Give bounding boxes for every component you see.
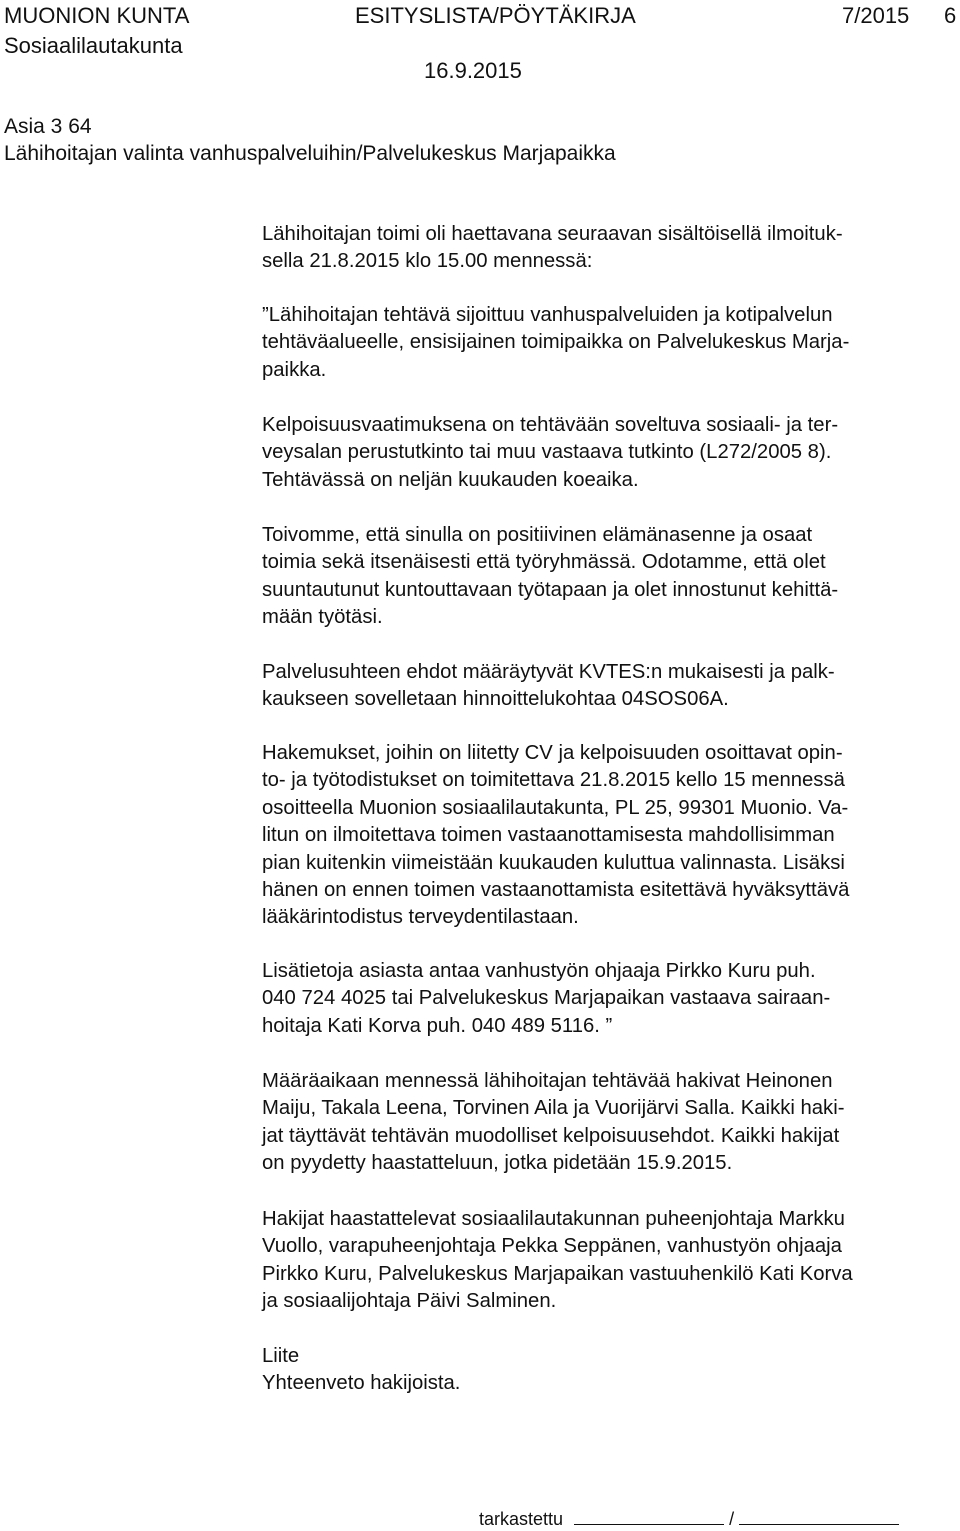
text-line: Määräaikaan mennessä lähihoitajan tehtävää hakivat Heinonen: [262, 1070, 833, 1092]
paragraph-7: [262, 958, 954, 1040]
text-line: ”Lähihoitajan tehtävä sijoittuu vanhuspalveluiden ja kotipalvelun: [262, 304, 833, 326]
paragraph-2: [262, 302, 954, 384]
text-line: mään työtäsi.: [262, 606, 383, 629]
municipality-name: MUONION KUNTA: [4, 3, 190, 28]
text-line: Lähihoitajan toimi oli haettavana seuraavan sisältöisellä ilmoituk-: [262, 223, 843, 245]
text-line: Kelpoisuusvaatimuksena on tehtävään soveltuva sosiaali- ja ter-: [262, 414, 839, 436]
board-name: Sosiaalilautakunta: [4, 33, 183, 58]
attachment-label: Liite: [262, 1345, 300, 1367]
text-line: osoitteella Muonion sosiaalilautakunta, PL 25, 99301 Muonio. Va-: [262, 796, 849, 819]
text-line: Lisätietoja asiasta antaa vanhustyön ohjaaja Pirkko Kuru puh.: [262, 960, 816, 982]
checked-footer: [479, 1508, 899, 1530]
text-line: tehtäväalueelle, ensisijainen toimipaikka on Palvelukeskus Marja-: [262, 331, 850, 354]
text-line: Hakemukset, joihin on liitetty CV ja kelpoisuuden osoittavat opin-: [262, 742, 843, 764]
text-line: litun on ilmoitettava toimen vastaanottamisesta mahdollisimman: [262, 824, 835, 847]
checked-label: tarkastettu: [479, 1509, 564, 1529]
page-number: 6: [944, 3, 957, 28]
paragraph-3: [262, 412, 954, 494]
text-line: ja sosiaalijohtaja Päivi Salminen.: [262, 1290, 557, 1313]
attachment-block: [262, 1343, 954, 1398]
text-line: Vuollo, varapuheenjohtaja Pekka Seppänen, vanhustyön ohjaaja: [262, 1235, 842, 1258]
document-type: ESITYSLISTA/PÖYTÄKIRJA: [355, 3, 636, 28]
text-line: Toivomme, että sinulla on positiivinen elämänasenne ja osaat: [262, 524, 813, 546]
text-line: pian kuitenkin viimeistään kuukauden kuluttua valinnasta. Lisäksi: [262, 851, 845, 874]
text-line: lääkärintodistus terveydentilastaan.: [262, 906, 579, 929]
text-line: paikka.: [262, 358, 327, 381]
text-line: hänen on ennen toimen vastaanottamista esitettävä hyväksyttävä: [262, 879, 850, 902]
paragraph-1: [262, 221, 954, 276]
signature-blank-right: [739, 1510, 899, 1525]
text-line: veysalan perustutkinto tai muu vastaava tutkinto (L272/2005 8).: [262, 441, 832, 464]
text-line: jat täyttävät tehtävän muodolliset kelpoisuusehdot. Kaikki hakijat: [262, 1124, 840, 1147]
paragraph-9: [262, 1206, 954, 1316]
text-line: Maiju, Takala Leena, Torvinen Aila ja Vuorijärvi Salla. Kaikki haki-: [262, 1097, 845, 1120]
text-line: toimia sekä itsenäisesti että työryhmässä. Odotamme, että olet: [262, 551, 826, 574]
text-line: to- ja työtodistukset on toimitettava 21.8.2015 kello 15 mennessä: [262, 769, 845, 792]
text-line: suuntautunut kuntouttavaan työtapaan ja olet innostunut kehittä-: [262, 578, 839, 601]
text-line: Palvelusuhteen ehdot määräytyvät KVTES:n mukaisesti ja palk-: [262, 661, 835, 683]
text-line: Pirkko Kuru, Palvelukeskus Marjapaikan vastuuhenkilö Kati Korva: [262, 1262, 853, 1285]
text-line: sella 21.8.2015 klo 15.00 mennessä:: [262, 250, 593, 273]
attachment-description: Yhteenveto hakijoista.: [262, 1372, 461, 1395]
document-number: 7/2015: [842, 3, 910, 28]
text-line: hoitaja Kati Korva puh. 040 489 5116. ”: [262, 1014, 613, 1037]
item-title: Lähihoitajan valinta vanhuspalveluihin/Palvelukeskus Marjapaikka: [4, 142, 616, 165]
text-line: on pyydetty haastatteluun, jotka pidetään 15.9.2015.: [262, 1152, 733, 1175]
paragraph-8: [262, 1068, 954, 1178]
paragraph-6: [262, 740, 954, 932]
text-line: kaukseen sovelletaan hinnoittelukohtaa 04SOS06A.: [262, 688, 729, 711]
text-line: Hakijat haastattelevat sosiaalilautakunnan puheenjohtaja Markku: [262, 1208, 845, 1230]
paragraph-4: [262, 522, 954, 632]
text-line: 040 724 4025 tai Palvelukeskus Marjapaikan vastaava sairaan-: [262, 987, 831, 1010]
meeting-date: 16.9.2015: [424, 58, 522, 83]
signature-separator: /: [729, 1509, 735, 1529]
item-number: Asia 3 64: [4, 115, 92, 138]
text-line: Tehtävässä on neljän kuukauden koeaika.: [262, 468, 639, 491]
paragraph-5: [262, 659, 954, 714]
signature-blank-left: [574, 1510, 724, 1525]
